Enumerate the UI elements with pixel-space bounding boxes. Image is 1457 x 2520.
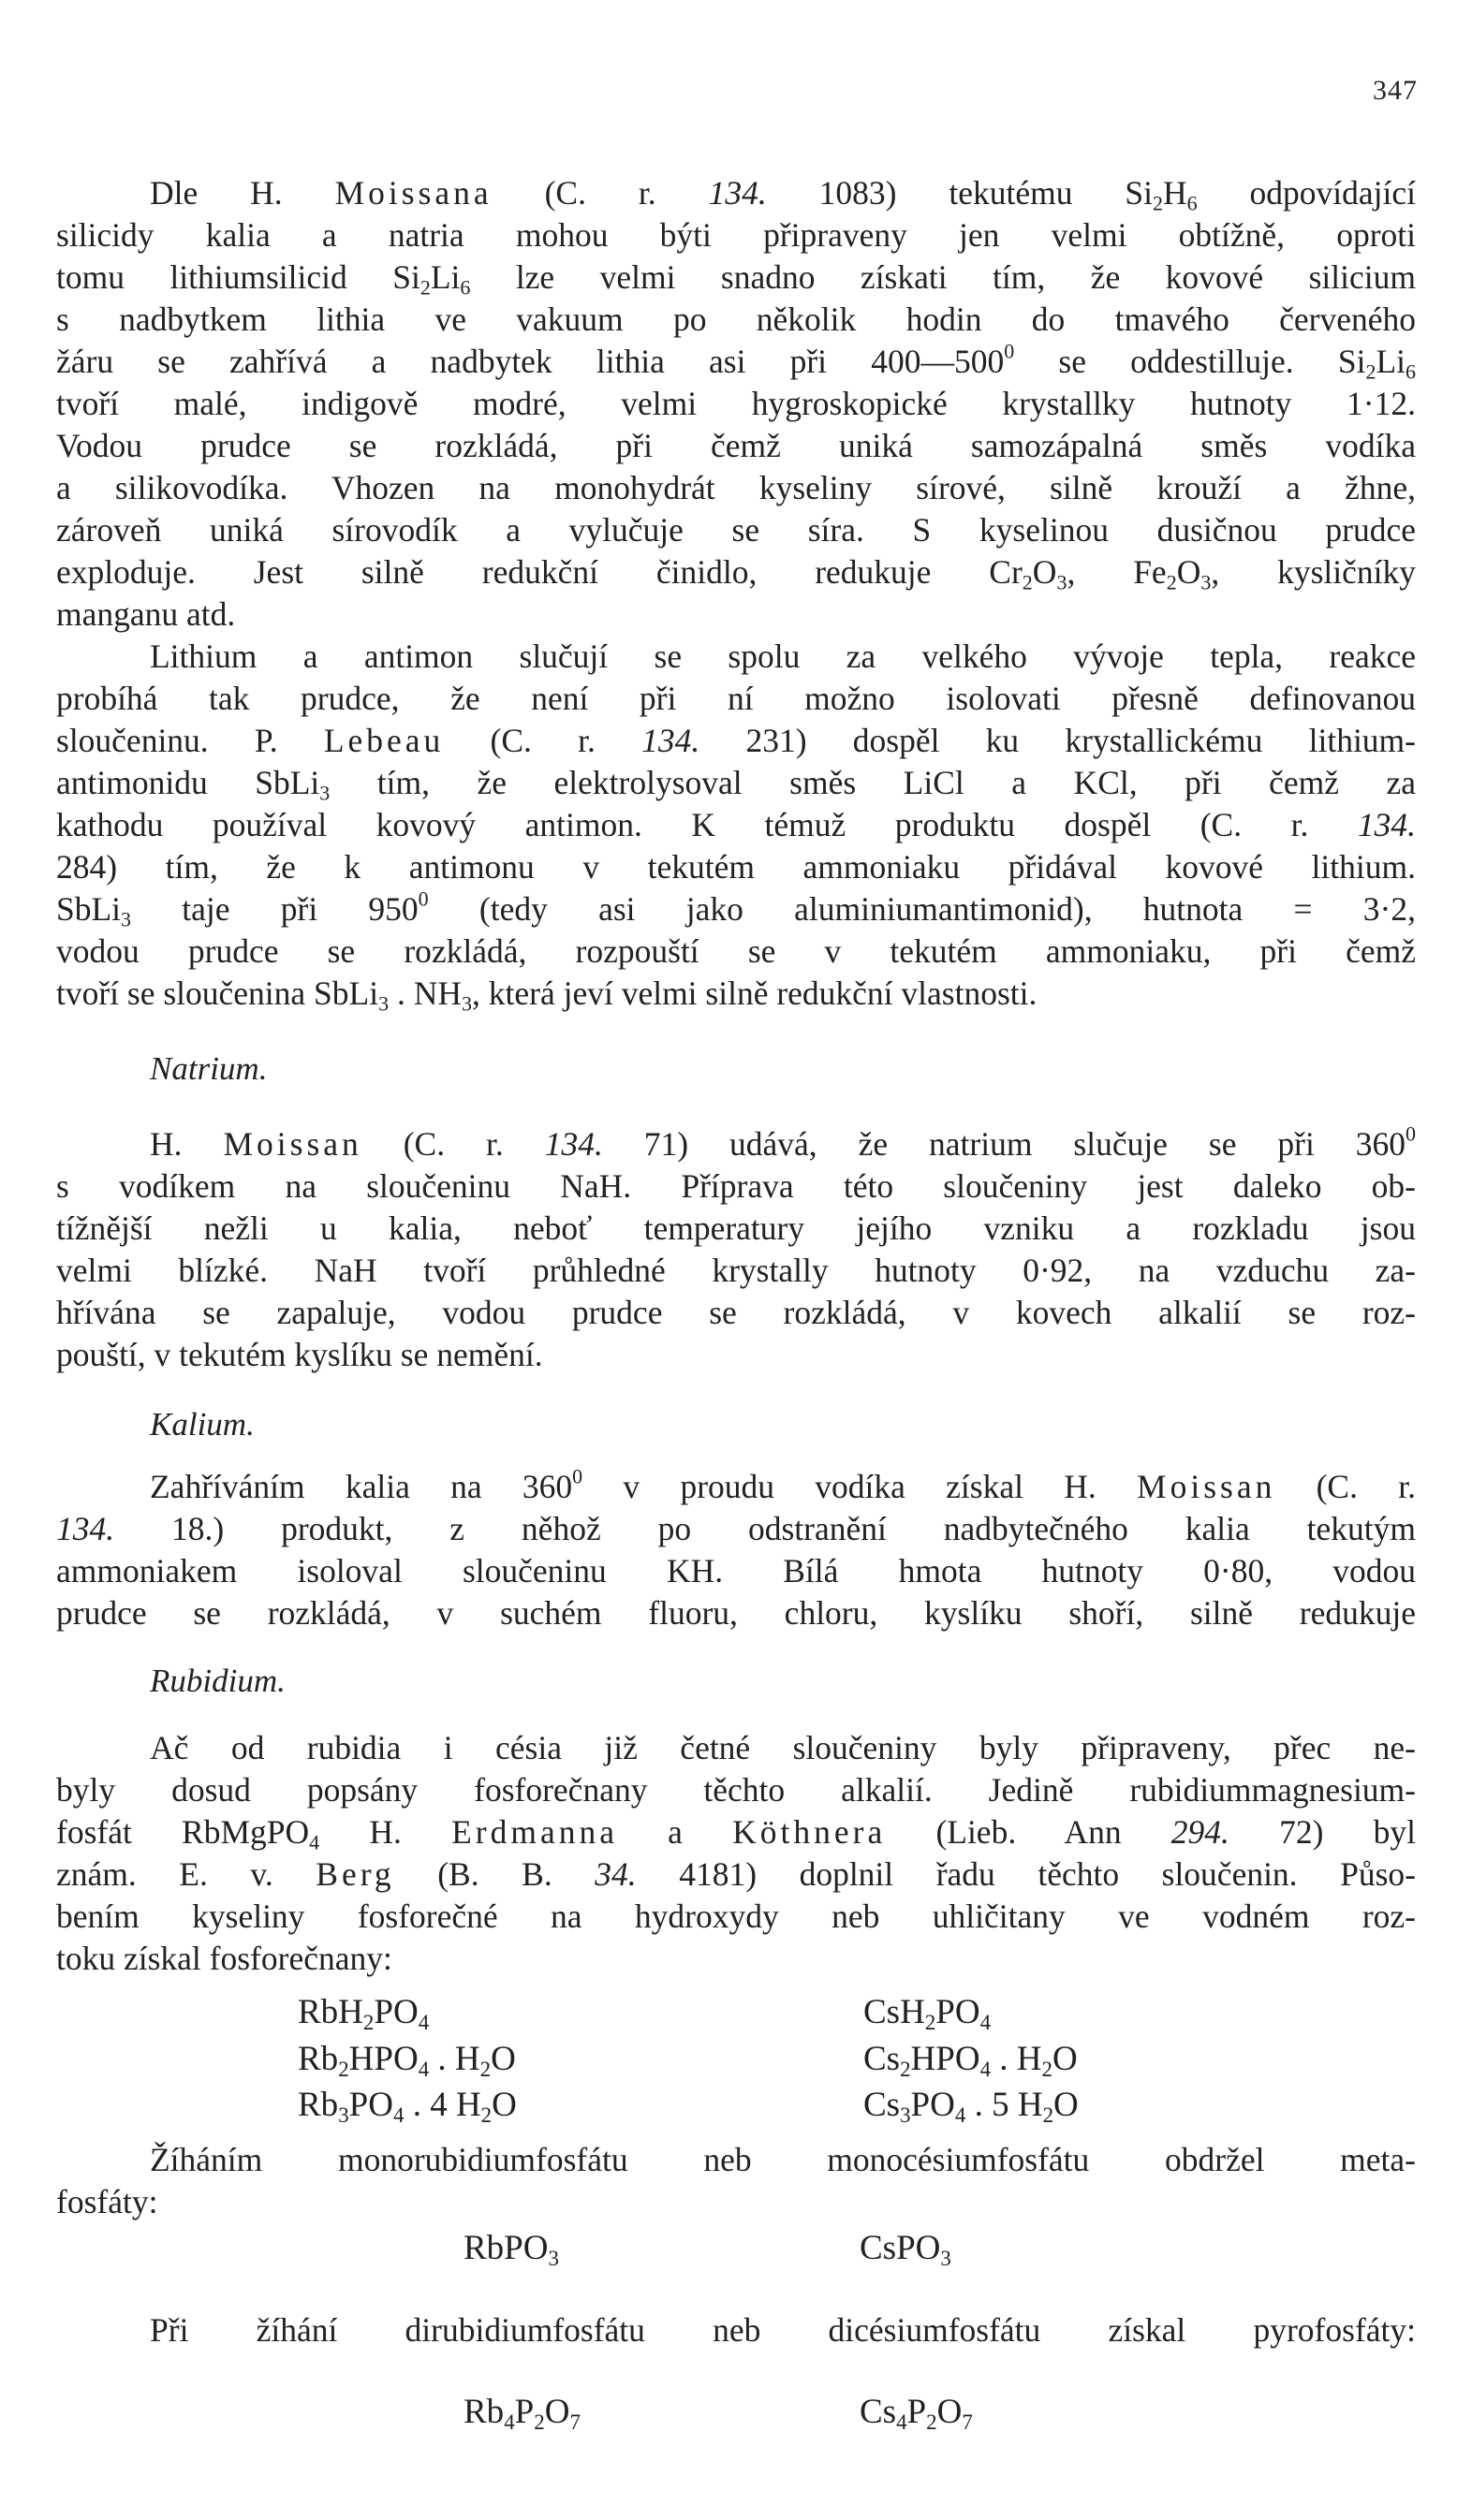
paragraph-lithium-silicide <box>56 172 1416 636</box>
formula: $Cs_2HPO_4$ . $H_2O$ <box>863 2040 1078 2081</box>
text-line: hřívána se zapaluje, vodou prudce se rozkládá, v kovech alkalií se roz- <box>56 1294 1416 1331</box>
text-line: tvoří malé, indigově modré, velmi hygroskopické krystallky hutnoty 1·12. <box>56 385 1416 422</box>
text-line: Žíháním monorubidiumfosfátu neb monocésiumfosfátu obdržel meta- <box>150 2141 1416 2178</box>
text-line: tomu lithiumsilicid $Si_2Li_6$ lze velmi snadno získati tím, že kovové silicium <box>56 258 1416 300</box>
text-line: manganu atd. <box>56 595 236 633</box>
text-line: tvoří se sloučenina SbLi$_3$ . $NH_3$, která jeví velmi silně redukční vlastnosti. <box>56 974 1038 1016</box>
text-line: ammoniakem isoloval sloučeninu KH. Bílá hmota hutnoty 0·80, vodou <box>56 1552 1416 1590</box>
text-line: s nadbytkem lithia ve vakuum po několik hodin do tmavého červeného <box>56 300 1416 338</box>
text-line: Dle H. Moissana (C. r. 134. 1083) tekutému $Si_2H_6$ odpovídající <box>150 174 1416 215</box>
heading-rubidium: Rubidium. <box>150 1663 286 1699</box>
text-line: Vodou prudce se rozkládá, při čemž uniká samozápalná směs vodíka <box>56 427 1416 464</box>
text-line: vodou prudce se rozkládá, rozpouští se v tekutém ammoniaku, při čemž <box>56 932 1416 970</box>
text-line: exploduje. Jest silně redukční činidlo, redukuje $Cr_2O_3$, $Fe_2O_3$, kysličníky <box>56 553 1417 594</box>
text-line: znám. E. v. Berg (B. B. 34. 4181) doplnil řadu těchto sloučenin. Půso- <box>56 1855 1416 1893</box>
formula: CsPO$_3$ <box>860 2229 951 2270</box>
formula: $Rb_3PO_4$ . 4 $H_2O$ <box>298 2086 517 2127</box>
text-line: Ač od rubidia i césia již četné sloučeniny byly připraveny, přec ne- <box>150 1729 1416 1766</box>
formula: $RbH_2PO_4$ <box>298 1993 430 2034</box>
text-line: fosfát RbMgPO$_4$ H. Erdmanna a Köthnera (Lieb. Ann 294. 72) byl <box>56 1813 1416 1854</box>
text-line: tížnější nežli u kalia, neboť temperatury jejího vzniku a rozkladu jsou <box>56 1209 1416 1247</box>
text-line: Při žíhání dirubidiumfosfátu neb dicésiumfosfátu získal pyrofosfáty: <box>150 2311 1416 2349</box>
text-line: SbLi$_3$ taje při $950^0$ (tedy asi jako aluminiumantimonid), hutnota = 3·2, <box>56 886 1416 931</box>
formula: $Cs_3PO_4$ . 5 $H_2O$ <box>863 2086 1079 2127</box>
text-line: byly dosud popsány fosforečnany těchto alkalií. Jedině rubidiummagnesium- <box>56 1771 1416 1809</box>
text-line: prudce se rozkládá, v suchém fluoru, chloru, kyslíku shoří, silně redukuje <box>56 1594 1416 1632</box>
text-line: 134. 18.) produkt, z něhož po odstranění nadbytečného kalia tekutým <box>56 1510 1416 1547</box>
text-line: Zahříváním kalia na $360^0$ v proudu vodíka získal H. Moissan (C. r. <box>150 1464 1416 1505</box>
text-line: sloučeninu. P. Lebeau (C. r. 134. 231) dospěl ku krystallickému lithium- <box>56 722 1416 759</box>
paragraph-natrium <box>56 1123 1416 1376</box>
text-line: Lithium a antimon slučují se spolu za velkého vývoje tepla, reakce <box>150 637 1416 675</box>
text-line: fosfáty: <box>56 2183 158 2220</box>
text-line: žáru se zahřívá a nadbytek lithia asi při $400—500^0$ se oddestilluje. $Si_2Li_6$ <box>56 339 1416 384</box>
formula: RbPO$_3$ <box>464 2229 559 2270</box>
text-line: silicidy kalia a natria mohou býti připraveny jen velmi obtížně, oproti <box>56 216 1416 254</box>
page-number: 347 <box>1373 75 1418 106</box>
heading-kalium: Kalium. <box>150 1406 255 1443</box>
text-line: H. Moissan (C. r. 134. 71) udává, že natrium slučuje se při $360^0$ <box>150 1121 1416 1163</box>
text-line: bením kyseliny fosforečné na hydroxydy neb uhličitany ve vodném roz- <box>56 1897 1416 1935</box>
text-line: 284) tím, že k antimonu v tekutém ammoniaku přidával kovové lithium. <box>56 848 1416 886</box>
heading-natrium: Natrium. <box>150 1050 268 1087</box>
paragraph-pyrophosphates <box>56 2309 1416 2352</box>
text-line: a silikovodíka. Vhozen na monohydrát kyseliny sírové, silně krouží a žhne, <box>56 469 1416 506</box>
paragraph-lithium-antimonide <box>56 636 1416 1015</box>
text-line: antimonidu SbLi$_3$ tím, že elektrolysoval směs LiCl a KCl, při čemž za <box>56 764 1416 805</box>
text-line: s vodíkem na sloučeninu NaH. Příprava této sloučeniny jest daleko ob- <box>56 1167 1416 1205</box>
paragraph-rubidium <box>56 1727 1416 1980</box>
formula: $Rb_4P_2O_7$ <box>464 2393 581 2434</box>
formula: $Cs_4P_2O_7$ <box>860 2393 973 2434</box>
paragraph-kalium <box>56 1466 1416 1634</box>
text-line: probíhá tak prudce, že není při ní možno isolovati přesně definovanou <box>56 680 1416 717</box>
paragraph-metaphosphates <box>56 2139 1416 2223</box>
text-line: zároveň uniká sírovodík a vylučuje se síra. S kyselinou dusičnou prudce <box>56 511 1416 549</box>
text-line: velmi blízké. NaH tvoří průhledné krystally hutnoty 0·92, na vzduchu za- <box>56 1252 1416 1289</box>
text-line: pouští, v tekutém kyslíku se nemění. <box>56 1336 543 1373</box>
formula: $CsH_2PO_4$ <box>863 1993 992 2034</box>
text-line: kathodu používal kovový antimon. K témuž produktu dospěl (C. r. 134. <box>56 806 1416 843</box>
text-line: toku získal fosforečnany: <box>56 1940 392 1977</box>
formula: $Rb_2HPO_4$ . $H_2O$ <box>298 2040 516 2081</box>
